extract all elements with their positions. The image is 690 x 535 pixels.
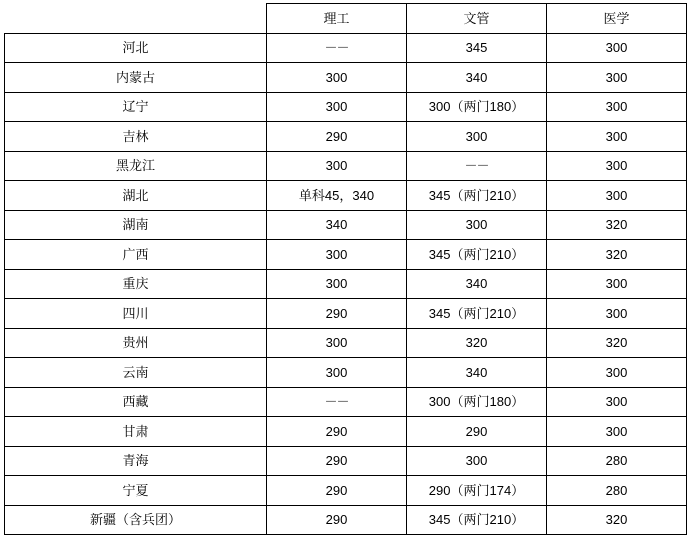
medicine-score-cell: 320: [547, 505, 687, 535]
arts-score-cell: 345（两门210）: [407, 181, 547, 211]
medicine-score-cell: 320: [547, 210, 687, 240]
table-row: [5, 122, 687, 152]
column-header-science: 理工: [267, 4, 407, 34]
arts-score-cell: 340: [407, 358, 547, 388]
science-score-cell: 290: [267, 505, 407, 535]
medicine-score-cell: 300: [547, 358, 687, 388]
arts-score-cell: 290: [407, 417, 547, 447]
arts-score-cell: －－: [407, 151, 547, 181]
science-score-cell: 300: [267, 328, 407, 358]
region-cell: 青海: [5, 446, 267, 476]
arts-score-cell: 300（两门180）: [407, 387, 547, 417]
arts-score-cell: 345（两门210）: [407, 299, 547, 329]
table-row: [5, 299, 687, 329]
medicine-score-cell: 280: [547, 476, 687, 506]
table-header-row: [5, 4, 687, 34]
region-cell: 内蒙古: [5, 63, 267, 93]
column-header-medicine: 医学: [547, 4, 687, 34]
table-row: [5, 151, 687, 181]
table-row: [5, 92, 687, 122]
table-row: [5, 417, 687, 447]
region-cell: 西藏: [5, 387, 267, 417]
science-score-cell: 340: [267, 210, 407, 240]
medicine-score-cell: 280: [547, 446, 687, 476]
medicine-score-cell: 300: [547, 387, 687, 417]
region-cell: 云南: [5, 358, 267, 388]
region-cell: 四川: [5, 299, 267, 329]
science-score-cell: 290: [267, 476, 407, 506]
science-score-cell: 290: [267, 417, 407, 447]
science-score-cell: 300: [267, 151, 407, 181]
arts-score-cell: 345: [407, 33, 547, 63]
region-cell: 辽宁: [5, 92, 267, 122]
science-score-cell: －－: [267, 33, 407, 63]
science-score-cell: 290: [267, 446, 407, 476]
score-table: [4, 3, 687, 535]
medicine-score-cell: 300: [547, 33, 687, 63]
arts-score-cell: 300（两门180）: [407, 92, 547, 122]
table-row: [5, 269, 687, 299]
medicine-score-cell: 320: [547, 240, 687, 270]
table-row: [5, 240, 687, 270]
table-row: [5, 446, 687, 476]
medicine-score-cell: 300: [547, 151, 687, 181]
medicine-score-cell: 300: [547, 299, 687, 329]
table-row: [5, 63, 687, 93]
medicine-score-cell: 300: [547, 63, 687, 93]
region-cell: 湖南: [5, 210, 267, 240]
table-row: [5, 328, 687, 358]
table-row: [5, 358, 687, 388]
region-cell: 湖北: [5, 181, 267, 211]
table-row: [5, 476, 687, 506]
science-score-cell: 单科45，340: [267, 181, 407, 211]
medicine-score-cell: 300: [547, 417, 687, 447]
medicine-score-cell: 320: [547, 328, 687, 358]
table-row: [5, 33, 687, 63]
medicine-score-cell: 300: [547, 269, 687, 299]
arts-score-cell: 345（两门210）: [407, 505, 547, 535]
table-header: [5, 4, 687, 34]
region-cell: 吉林: [5, 122, 267, 152]
region-cell: 黑龙江: [5, 151, 267, 181]
table-row: [5, 387, 687, 417]
medicine-score-cell: 300: [547, 181, 687, 211]
column-header-arts: 文管: [407, 4, 547, 34]
science-score-cell: 290: [267, 122, 407, 152]
region-cell: 新疆（含兵团）: [5, 505, 267, 535]
science-score-cell: 300: [267, 358, 407, 388]
region-cell: 甘肃: [5, 417, 267, 447]
table-row: [5, 210, 687, 240]
region-cell: 广西: [5, 240, 267, 270]
region-cell: 宁夏: [5, 476, 267, 506]
science-score-cell: －－: [267, 387, 407, 417]
arts-score-cell: 340: [407, 269, 547, 299]
table-row: [5, 505, 687, 535]
arts-score-cell: 290（两门174）: [407, 476, 547, 506]
medicine-score-cell: 300: [547, 92, 687, 122]
science-score-cell: 300: [267, 63, 407, 93]
region-cell: 贵州: [5, 328, 267, 358]
table-row: [5, 181, 687, 211]
arts-score-cell: 320: [407, 328, 547, 358]
table-body: [5, 33, 687, 535]
arts-score-cell: 300: [407, 210, 547, 240]
medicine-score-cell: 300: [547, 122, 687, 152]
arts-score-cell: 345（两门210）: [407, 240, 547, 270]
arts-score-cell: 300: [407, 122, 547, 152]
science-score-cell: 300: [267, 92, 407, 122]
region-cell: 河北: [5, 33, 267, 63]
region-cell: 重庆: [5, 269, 267, 299]
table-corner-cell: [5, 4, 267, 34]
arts-score-cell: 300: [407, 446, 547, 476]
science-score-cell: 300: [267, 269, 407, 299]
science-score-cell: 290: [267, 299, 407, 329]
science-score-cell: 300: [267, 240, 407, 270]
arts-score-cell: 340: [407, 63, 547, 93]
